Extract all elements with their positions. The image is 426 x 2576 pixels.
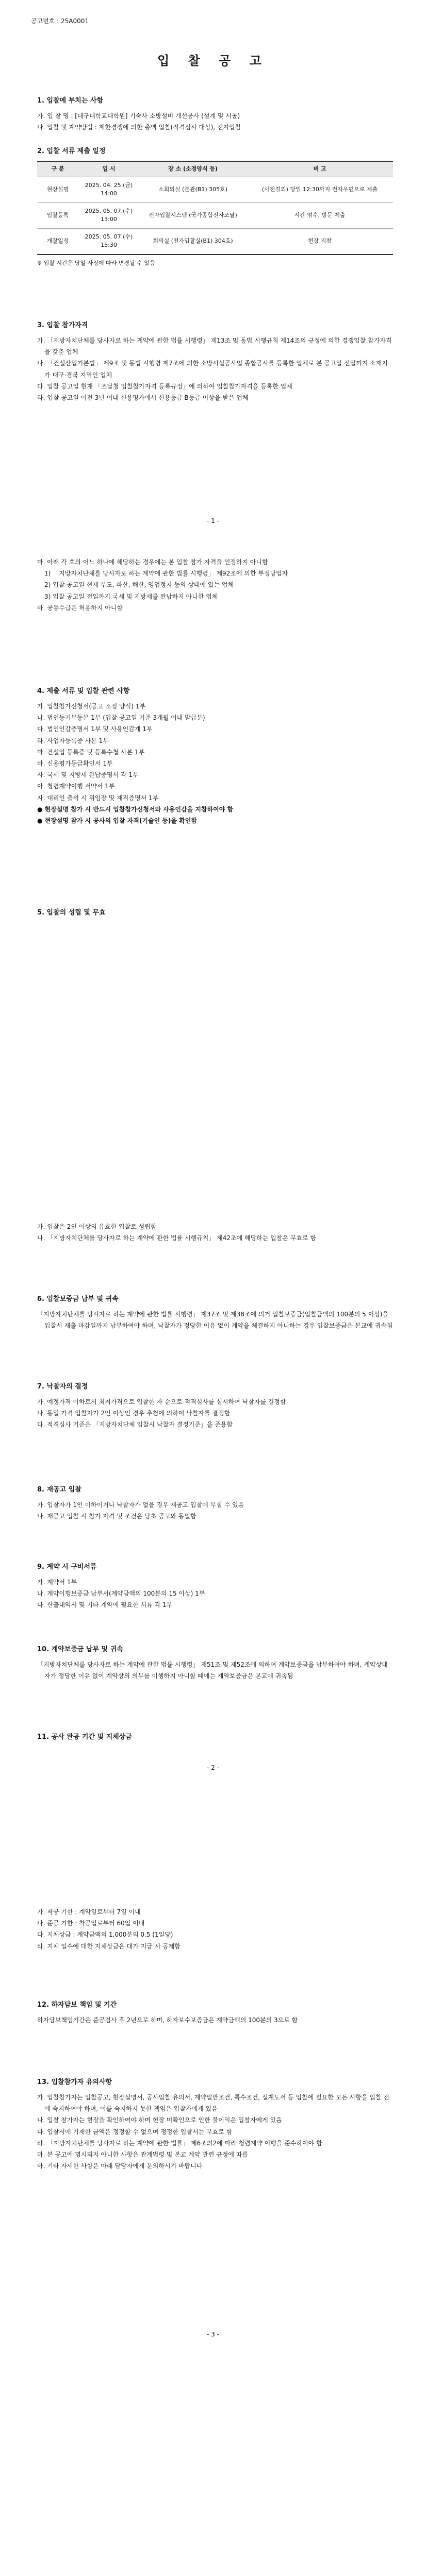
list-item: 나. 「건설산업기본법」 제9조 및 동법 시행령 제7조에 의한 소방시설공사업 종합공사를 등록한 업체로 본 공고일 전일까지 소재지가 대구·경북 지역인 업체 xyxy=(37,360,388,379)
list-item: 마. 건설업 등록증 및 등록수첩 사본 1부 xyxy=(37,748,145,756)
section-heading: 9. 계약 시 구비서류 xyxy=(37,1563,97,1571)
list-item: 다. 적격심사 기준은 「지방자치단체 입찰시 낙찰자 결정기준」을 준용함 xyxy=(37,1421,233,1429)
section-5-items xyxy=(37,1221,393,1244)
list-item: 라. 사업자등록증 사본 1부 xyxy=(37,737,109,744)
paragraph: 하자담보책임기간은 준공검사 후 2년으로 하며, 하자보수보증금은 계약금액의 100분의 3으로 함 xyxy=(37,2016,298,2024)
column-header: 구 분 xyxy=(37,161,78,177)
table-cell: 전자입찰시스템 (국가종합전자조달) xyxy=(139,202,247,228)
list-item: 나. 재공고 입찰 시 참가 자격 및 조건은 당초 공고와 동일함 xyxy=(37,1513,196,1520)
list-item: 1) 「지방자치단체를 당사자로 하는 계약에 관한 법률 시행령」 제92조에 의한 부정당업자 xyxy=(44,570,288,578)
section-3-continued xyxy=(37,556,393,614)
section-11 xyxy=(37,1731,393,1747)
list-item: 바. 공동수급은 허용하지 아니함 xyxy=(37,604,123,612)
list-item: 나. 준공 기한 : 착공일로부터 60일 이내 xyxy=(37,1920,145,1927)
list-item: 나. 「지방자치단체를 당사자로 하는 계약에 관한 법률 시행규칙」 제42조에 해당하는 입찰은 무효로 함 xyxy=(37,1234,316,1242)
list-item: 나. 입찰 참가자는 현장을 확인하여야 하며 현장 미확인으로 인한 불이익은 입찰자에게 있음 xyxy=(37,2116,282,2124)
list-item: 사. 국세 및 지방세 완납증명서 각 1부 xyxy=(37,771,139,779)
section-12 xyxy=(37,1999,393,2026)
section-5 xyxy=(37,907,393,922)
table-cell: 회의실 (전자입찰실(B1) 304호) xyxy=(139,228,247,255)
page-number: - 3 - xyxy=(207,2331,219,2338)
section-6 xyxy=(37,1293,393,1331)
section-heading: 5. 입찰의 성립 및 무효 xyxy=(37,909,106,917)
column-header: 장 소 (소정양식 등) xyxy=(139,161,247,177)
list-item: 3) 입찰 공고일 전일까지 국세 및 지방세를 완납하지 아니한 업체 xyxy=(44,592,218,600)
list-item: 자. 대리인 출석 시 위임장 및 재직증명서 1부 xyxy=(37,794,159,802)
list-item: 가. 착공 기한 : 계약일로부터 7일 이내 xyxy=(37,1908,141,1916)
list-item: 가. 입찰참가자는 입찰공고, 현장설명서, 공사입찰 유의서, 계약일반조건, 특수조건, 설계도서 등 입찰에 필요한 모든 사항을 입찰 전에 숙지하여야 하며, 이를 숙지하지 못한 책임은 입찰자에게 있음 xyxy=(37,2094,389,2113)
list-item: 가. 입찰자가 1인 이하이거나 낙찰자가 없을 경우 재공고 입찰에 부칠 수 있음 xyxy=(37,1501,244,1509)
table-cell: 2025. 05. 07.(수) 15:30 xyxy=(78,228,139,255)
list-item: 다. 입찰 공고일 현재 「조달청 입찰참가자격 등록규정」에 의하여 입찰참가자격을 등록한 업체 xyxy=(37,382,292,390)
section-heading: 11. 공사 완공 기간 및 지체상금 xyxy=(37,1733,132,1741)
column-header: 비 고 xyxy=(247,161,393,177)
list-item: 가. 계약서 1부 xyxy=(37,1579,77,1586)
section-heading: 6. 입찰보증금 납부 및 귀속 xyxy=(37,1295,119,1303)
section-7 xyxy=(37,1381,393,1431)
table-cell: 현장 지참 xyxy=(247,228,393,255)
list-item: ● 현장설명 참가 시 반드시 입찰참가신청서와 사용인감을 지참하여야 함 xyxy=(37,805,234,813)
list-item: 가. 입찰참가신청서(공고 소정 양식) 1부 xyxy=(37,703,145,710)
page-number: - 1 - xyxy=(207,517,219,524)
section-11-items xyxy=(37,1906,393,1952)
table-note: ※ 입찰 시간은 당일 사정에 따라 변경될 수 있음 xyxy=(37,259,155,266)
section-heading: 8. 재공고 입찰 xyxy=(37,1486,81,1494)
section-8 xyxy=(37,1484,393,1522)
list-item: 마. 아래 각 호의 어느 하나에 해당하는 경우에는 본 입찰 참가 자격을 인정하지 아니함 xyxy=(37,558,268,566)
list-item: ● 현장설명 참가 시 공사의 입찰 자격(기술인 등)을 확인함 xyxy=(37,817,197,824)
table-cell: 시간 엄수, 방문 제출 xyxy=(247,202,393,228)
section-4 xyxy=(37,685,393,826)
section-heading: 2. 입찰 서류 제출 일정 xyxy=(37,147,106,155)
list-item: 2) 입찰 공고일 현재 부도, 파산, 해산, 영업정지 등의 상태에 있는 업체 xyxy=(44,581,234,589)
table-cell: 2025. 04. 25.(금) 14:00 xyxy=(78,177,139,202)
section-1 xyxy=(37,95,393,133)
page-number: - 2 - xyxy=(207,1764,219,1771)
list-item: 가. 입찰은 2인 이상의 유효한 입찰로 성립함 xyxy=(37,1223,157,1230)
table-cell: 현장설명 xyxy=(37,177,78,202)
section-9 xyxy=(37,1561,393,1611)
table-row xyxy=(37,202,393,228)
section-10 xyxy=(37,1643,393,1682)
table-cell: 입찰등록 xyxy=(37,202,78,228)
section-heading: 3. 입찰 참가자격 xyxy=(37,321,88,329)
section-heading: 1. 입찰에 부치는 사항 xyxy=(37,97,104,105)
list-item: 가. 예정가격 이하로서 최저가격으로 입찰한 자 순으로 적격심사를 실시하여 낙찰자를 결정함 xyxy=(37,1398,286,1406)
list-item: 마. 본 공고에 명시되지 아니한 사항은 관계법령 및 본교 계약 관련 규정에 따름 xyxy=(37,2150,248,2158)
section-heading: 10. 계약보증금 납부 및 귀속 xyxy=(37,1646,123,1653)
table-row xyxy=(37,228,393,255)
table-cell: 2025. 05. 07.(수) 13:00 xyxy=(78,202,139,228)
paragraph: 「지방자치단체를 당사자로 하는 계약에 관한 법률 시행령」 제51조 및 제52조에 의하여 계약보증금을 납부하여야 하며, 계약상대자가 정당한 이유 없이 계약상의 의무를 이행하지 아니할 때에는 계약보증금은 본교에 귀속됨 xyxy=(37,1661,388,1680)
list-item: 다. 지체상금 : 계약금액의 1,000분의 0.5 (1일당) xyxy=(37,1931,173,1939)
list-item: 가. 「지방자치단체를 당사자로 하는 계약에 관한 법률 시행령」 제13조 및 동법 시행규칙 제14조의 규정에 의한 경쟁입찰 참가자격을 갖춘 업체 xyxy=(37,337,392,356)
section-heading: 13. 입찰참가자 유의사항 xyxy=(37,2078,112,2086)
section-13 xyxy=(37,2076,393,2172)
table-cell: 개찰일정 xyxy=(37,228,78,255)
section-heading: 12. 하자담보 책임 및 기간 xyxy=(37,2001,117,2009)
section-3 xyxy=(37,319,393,403)
paragraph: 「지방자치단체를 당사자로 하는 계약에 관한 법률 시행령」 제37조 및 제38조에 의거 입찰보증금(입찰금액의 100분의 5 이상)을 입찰서 제출 마감일까지 납부하여야 하며, 낙찰자가 정당한 이유 없이 계약을 체결하지 아니하는 경우 입찰보증금은 본교에 귀속됨 xyxy=(37,1311,393,1330)
list-item: 다. 법인인감증명서 1부 및 사용인감계 1부 xyxy=(37,725,153,733)
list-item: 다. 산출내역서 및 기타 계약에 필요한 서류 각 1부 xyxy=(37,1601,173,1609)
list-item: 바. 신용평가등급확인서 1부 xyxy=(37,759,113,767)
section-2 xyxy=(37,145,393,268)
list-item: 나. 동일 가격 입찰자가 2인 이상인 경우 추첨에 의하여 낙찰자를 결정함 xyxy=(37,1410,231,1417)
list-item: 라. 지체 일수에 대한 지체상금은 대가 지급 시 공제함 xyxy=(37,1942,181,1950)
column-header: 일 시 xyxy=(78,161,139,177)
schedule-table xyxy=(37,161,393,255)
list-item: 라. 「지방자치단체를 당사자로 하는 계약에 관한 법률」 제6조의2에 따라 청렴계약 이행을 준수하여야 함 xyxy=(37,2139,322,2147)
section-heading: 7. 낙찰자의 결정 xyxy=(37,1383,88,1391)
list-item: 나. 계약이행보증금 납부서(계약금액의 100분의 15 이상) 1부 xyxy=(37,1590,205,1598)
list-item: 가. 입 찰 명 : [대구대학교대학원] 기숙사 소방설비 개선공사 (설계 및 시공) xyxy=(37,112,240,120)
page-title: 입 찰 공 고 xyxy=(157,54,269,68)
list-item: 라. 입찰 공고일 이전 3년 이내 신용평가에서 신용등급 B등급 이상을 받은 업체 xyxy=(37,394,249,401)
table-row xyxy=(37,177,393,202)
list-item: 나. 입찰 및 계약방법 : 제한경쟁에 의한 총액 입찰(적격심사 대상), 전자입찰 xyxy=(37,124,241,131)
table-cell: 소회의실 (본관(B1) 305호) xyxy=(139,177,247,202)
list-item: 다. 입찰서에 기재한 금액은 정정할 수 없으며 정정한 입찰서는 무효로 함 xyxy=(37,2128,233,2136)
section-heading: 4. 제출 서류 및 입찰 관련 사항 xyxy=(37,687,130,695)
table-cell: (사전질의) 당일 12:30까지 전자우편으로 제출 xyxy=(247,177,393,202)
list-item: 아. 청렴계약이행 서약서 1부 xyxy=(37,783,115,790)
list-item: 나. 법인등기부등본 1부 (입찰 공고일 기준 3개월 이내 발급분) xyxy=(37,714,205,722)
notice-number: 공고번호 : 25A0001 xyxy=(31,18,89,25)
list-item: 바. 기타 자세한 사항은 아래 담당자에게 문의하시기 바랍니다 xyxy=(37,2162,203,2170)
